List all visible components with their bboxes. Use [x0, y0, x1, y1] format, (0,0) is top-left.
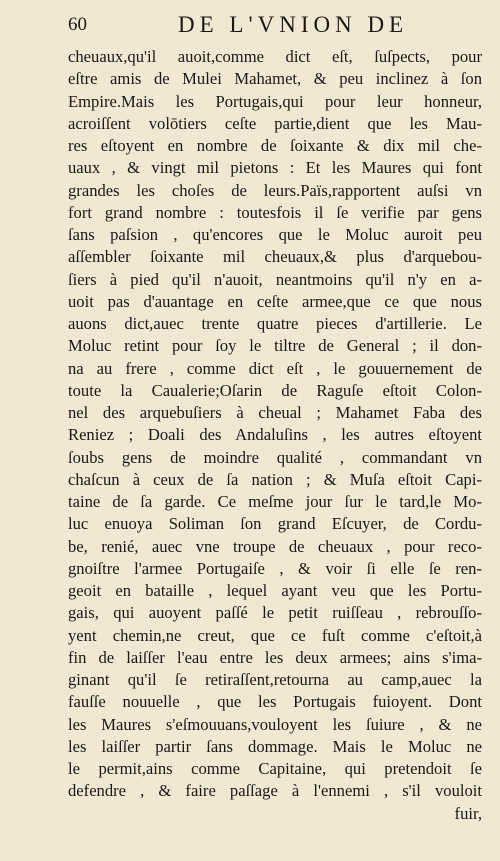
text-line: yent chemin,ne creut, que ce fuſt comme c'eſtoit,à: [68, 625, 482, 645]
text-line: Reniez ; Doali des Andaluſins , les autres eſtoyent: [68, 425, 482, 445]
text-line: defendre , & faire paſſage à l'ennemi , s'il vouloit: [68, 781, 482, 801]
text-line: aſſembler ſoixante mil cheuaux,& plus d'arquebou-: [68, 247, 482, 267]
running-head: [68, 12, 478, 40]
text-line: ginant qu'il ſe retiraſſent,retourna au camp,auec la: [68, 670, 482, 689]
text-line: grandes les choſes de leurs.Païs,rapportent auſsi vn: [68, 180, 482, 200]
text-line: taine de ſa garde. Ce meſme jour ſur le tard,le Mo-: [68, 492, 482, 511]
text-line: fin de laiſſer l'eau entre les deux armees; ains s'ima-: [68, 647, 482, 667]
text-line: luc enuoya Soliman ſon grand Eſcuyer, de Cordu-: [68, 514, 482, 534]
page-number: 60: [68, 14, 87, 35]
text-line: gnoiſtre l'armee Portugaiſe , & voir ſi elle ſe ren-: [68, 558, 482, 578]
text-line: le permit,ains comme Capitaine, qui pretendoit ſe: [68, 759, 482, 778]
running-title: DE L'VNION DE: [178, 12, 409, 37]
text-line: uoit pas d'auantage en ceſte armee,que ce que nous: [68, 291, 482, 311]
text-line: les laiſſer partir ſans dommage. Mais le Moluc ne: [68, 736, 482, 756]
catchword: fuir,: [454, 803, 482, 823]
text-line: cheuaux,qu'il auoit,comme dict eſt, ſuſpects, pour: [68, 47, 482, 66]
text-line: les Maures s'eſmouuans,vouloyent les ſuiure , & ne: [68, 714, 482, 734]
text-line: eſtre amis de Mulei Mahamet, & peu inclinez à ſon: [68, 69, 482, 89]
text-line: auons dict,auec trente quatre pieces d'artillerie. Le: [68, 314, 482, 333]
text-line: uaux , & vingt mil pietons : Et les Maures qui font: [68, 158, 482, 178]
text-line: nel des arquebuſiers à cheual ; Mahamet Faba des: [68, 403, 482, 422]
text-line: toute la Caualerie;Oſarin de Raguſe eſtoit Colon-: [68, 380, 482, 400]
text-line: chaſcun à ceux de ſa nation ; & Muſa eſtoit Capi-: [68, 469, 482, 489]
text-line: geoit en bataille , lequel ayant veu que les Portu-: [68, 581, 482, 600]
text-line: ſiers à pied qu'il n'auoit, neantmoins qu'il n'y en a-: [68, 269, 482, 289]
text-line: ſans paſsion , qu'encores que le Moluc auroit peu: [68, 225, 482, 244]
text-line: fort grand nombre : toutesfois il ſe verifie par gens: [68, 202, 482, 222]
text-line: be, renié, auec vne troupe de cheuaux , pour reco-: [68, 536, 482, 556]
text-line: Moluc retint pour ſoy le tiltre de General ; il don-: [68, 336, 482, 356]
body-text: [68, 46, 482, 825]
text-line: res eſtoyent en nombre de ſoixante & dix mil che-: [68, 136, 482, 155]
text-line: fauſſe nouuelle , que les Portugais fuioyent. Dont: [68, 692, 482, 712]
text-line: ſoubs gens de moindre qualité , commandant vn: [68, 447, 482, 467]
text-line: Empire.Mais les Portugais,qui pour leur honneur,: [68, 91, 482, 111]
text-line: na au frere , comme dict eſt , le gouuernement de: [68, 358, 482, 378]
text-line: acroiſſent volōtiers ceſte partie,dient que les Mau-: [68, 113, 482, 133]
text-line: gais, qui auoyent paſſé le petit ruiſſeau , rebrouſſo-: [68, 603, 482, 623]
